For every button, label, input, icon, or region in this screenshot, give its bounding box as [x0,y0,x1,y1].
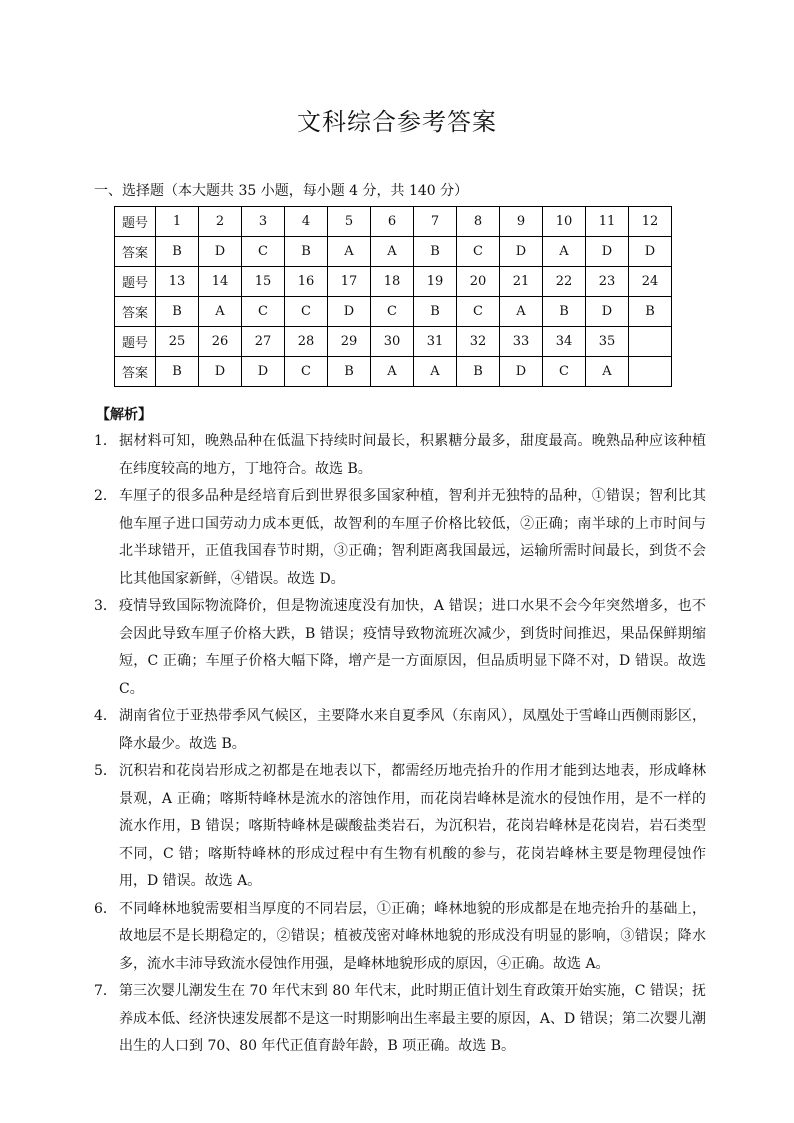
explanation-text: 第三次婴儿潮发生在 70 年代末到 80 年代末，此时期正值计划生育政策开始实施，C 错误；抚养成本低、经济快速发展都不是这一时期影响出生率最主要的原因，A、D 错误；第二次婴儿潮出生的人口到 70、80 年代正值育龄年龄，B 项正确。故选 B。 [119,983,706,1054]
explanation-text: 据材料可知，晚熟品种在低温下持续时间最长，积累糖分最多，甜度最高。晚熟品种应该种植在纬度较高的地方，丁地符合。故选 B。 [119,433,706,477]
explanation-text: 湖南省位于亚热带季风气候区，主要降水来自夏季风（东南风），凤凰处于雪峰山西侧雨影区，降水最少。故选 B。 [119,708,706,752]
answer-cell: D [242,357,285,387]
explanation-item [94,593,706,703]
explanation-number: 6． [94,900,117,917]
question-number-cell: 30 [371,327,414,357]
question-number-row [115,327,672,357]
answer-cell: B [156,237,199,267]
answer-cell: A [414,357,457,387]
question-number-cell: 34 [543,327,586,357]
question-number-cell: 32 [457,327,500,357]
question-number-cell: 29 [328,327,371,357]
question-number-row [115,207,672,237]
explanation-text: 不同峰林地貌需要相当厚度的不同岩层，①正确；峰林地貌的形成都是在地壳抬升的基础上，故地层不是长期稳定的，②错误；植被茂密对峰林地貌的形成没有明显的影响，③错误；降水多，流水丰沛导致流水侵蚀作用强，是峰林地貌形成的原因，④正确。故选 A。 [119,900,706,972]
row-label-answer: 答案 [115,237,156,267]
question-number-cell: 16 [285,267,328,297]
question-number-row [115,267,672,297]
answer-cell: A [371,237,414,267]
question-number-cell: 15 [242,267,285,297]
explanation-item [94,758,706,896]
row-label-question: 题号 [115,207,156,237]
question-number-cell: 1 [156,207,199,237]
question-number-cell: 10 [543,207,586,237]
question-number-cell: 31 [414,327,457,357]
question-number-cell: 19 [414,267,457,297]
question-number-cell: 11 [586,207,629,237]
answer-cell: C [285,357,328,387]
answer-row [115,237,672,267]
question-number-cell: 4 [285,207,328,237]
explanation-item [94,483,706,593]
question-number-cell: 2 [199,207,242,237]
answer-cell: D [629,237,672,267]
section-heading: 一、选择题（本大题共 35 小题，每小题 4 分，共 140 分） [94,183,469,199]
question-number-cell: 8 [457,207,500,237]
explanation-number: 3． [94,598,117,614]
question-number-cell: 20 [457,267,500,297]
explanation-number: 4． [94,708,117,724]
explanation-item [94,896,706,979]
question-number-cell: 18 [371,267,414,297]
explanation-number: 1． [94,433,117,449]
question-number-cell: 13 [156,267,199,297]
answer-cell: C [242,237,285,267]
question-number-cell: 33 [500,327,543,357]
question-number-cell: 26 [199,327,242,357]
explanation-number: 5． [94,763,117,779]
explanation-text: 沉积岩和花岗岩形成之初都是在地表以下，都需经历地壳抬升的作用才能到达地表，形成峰林景观，A 正确；喀斯特峰林是流水的溶蚀作用，而花岗岩峰林是流水的侵蚀作用，是不一样的流水作用，B 错误；喀斯特峰林是碳酸盐类岩石，为沉积岩，花岗岩峰林是花岗岩，岩石类型不同，C 错；喀斯特峰林的形成过程中有生物有机酸的参与，花岗岩峰林主要是物理侵蚀作用，D 错误。故选 A。 [119,763,706,889]
answer-cell: C [371,297,414,327]
explanation-list [94,428,706,1061]
question-number-cell: 27 [242,327,285,357]
answer-cell: C [457,297,500,327]
answer-cell: A [199,297,242,327]
question-number-cell: 28 [285,327,328,357]
answer-cell: D [500,237,543,267]
question-number-cell: 25 [156,327,199,357]
answer-cell: A [543,237,586,267]
row-label-question: 题号 [115,327,156,357]
answer-cell: A [328,237,371,267]
question-number-cell: 17 [328,267,371,297]
analysis-heading: 【解析】 [96,407,152,423]
answer-cell [629,357,672,387]
question-number-cell: 35 [586,327,629,357]
question-number-cell: 21 [500,267,543,297]
row-label-question: 题号 [115,267,156,297]
answer-cell: D [586,237,629,267]
answer-cell: B [414,237,457,267]
question-number-cell: 23 [586,267,629,297]
explanation-text: 疫情导致国际物流降价，但是物流速度没有加快，A 错误；进口水果不会今年突然增多，也不会因此导致车厘子价格大跌，B 错误；疫情导致物流班次减少，到货时间推迟，果品保鲜期缩短，C 正确；车厘子价格大幅下降，增产是一方面原因，但品质明显下降不对，D 错误。故选 C。 [119,598,706,697]
question-number-cell: 6 [371,207,414,237]
answer-cell: D [500,357,543,387]
explanation-item [94,428,706,483]
answer-table [114,206,672,387]
answer-cell: B [629,297,672,327]
answer-cell: B [457,357,500,387]
answer-cell: A [586,357,629,387]
answer-cell: D [199,237,242,267]
page-title: 文科综合参考答案 [297,108,497,136]
question-number-cell: 3 [242,207,285,237]
answer-cell: B [285,237,328,267]
answer-cell: C [242,297,285,327]
answer-row [115,357,672,387]
question-number-cell [629,327,672,357]
answer-cell: C [543,357,586,387]
question-number-cell: 7 [414,207,457,237]
answer-cell: B [156,297,199,327]
answer-cell: B [328,357,371,387]
explanation-text: 车厘子的很多品种是经培育后到世界很多国家种植，智利并无独特的品种，①错误；智利比其他车厘子进口国劳动力成本更低，故智利的车厘子价格比较低，②正确；南半球的上市时间与北半球错开，正值我国春节时期，③正确；智利距离我国最远，运输所需时间最长，到货不会比其他国家新鲜，④错误。故选 D。 [119,488,706,587]
question-number-cell: 24 [629,267,672,297]
explanation-item [94,703,706,758]
question-number-cell: 12 [629,207,672,237]
answer-cell: C [457,237,500,267]
explanation-number: 7． [94,983,117,999]
answer-cell: D [328,297,371,327]
explanation-number: 2． [94,488,117,504]
answer-cell: A [371,357,414,387]
answer-cell: D [199,357,242,387]
row-label-answer: 答案 [115,297,156,327]
answer-cell: B [543,297,586,327]
question-number-cell: 22 [543,267,586,297]
answer-row [115,297,672,327]
answer-cell: A [500,297,543,327]
answer-cell: B [414,297,457,327]
question-number-cell: 14 [199,267,242,297]
question-number-cell: 5 [328,207,371,237]
explanation-item [94,978,706,1061]
answer-cell: C [285,297,328,327]
answer-cell: D [586,297,629,327]
question-number-cell: 9 [500,207,543,237]
row-label-answer: 答案 [115,357,156,387]
answer-cell: B [156,357,199,387]
